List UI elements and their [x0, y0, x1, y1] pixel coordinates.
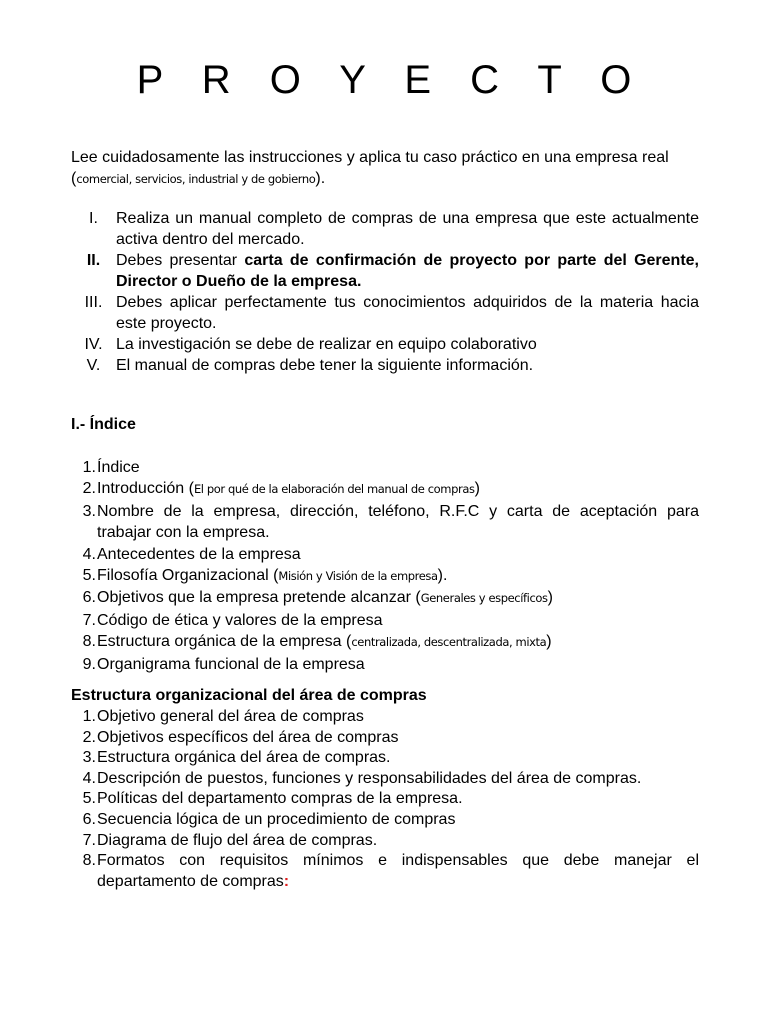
list-item-number: 5. — [82, 790, 96, 808]
instruction-text-bold: carta de confirmación de proyecto por parte del Gerente, Director o Dueño de la empresa. — [116, 252, 700, 290]
list-item-text: Código de ética y valores de la empresa — [97, 611, 383, 629]
list-item-text — [97, 478, 699, 500]
list-item-text: Políticas del departamento compras de la empresa. — [97, 790, 463, 808]
list-item-text — [97, 851, 699, 892]
list-item-number: 8. — [82, 852, 96, 870]
intro-text: Lee cuidadosamente las instrucciones y aplica tu caso práctico en una empresa real ( — [71, 149, 669, 187]
list-item — [71, 544, 699, 565]
list-item-text — [97, 565, 699, 587]
list-item-text: Descripción de puestos, funciones y responsabilidades del área de compras. — [97, 769, 642, 787]
list-item — [71, 587, 699, 609]
list-item-small-text: Generales y específicos — [420, 591, 548, 606]
list-item — [71, 748, 699, 769]
list-item — [71, 728, 699, 749]
list-item-text: Secuencia lógica de un procedimiento de compras — [97, 810, 456, 828]
list-item-number: 8. — [82, 633, 96, 651]
list-item — [71, 631, 699, 653]
list-item-main-text: Filosofía Organizacional ( — [97, 567, 279, 585]
list-item-number: 4. — [82, 769, 96, 787]
list-item — [71, 565, 699, 587]
list-item — [71, 610, 699, 631]
list-item-text: Índice — [97, 459, 140, 476]
list-item — [71, 501, 699, 544]
list-item-text — [97, 587, 699, 609]
list-item-end: ) — [547, 589, 553, 607]
instruction-number: V. — [86, 357, 101, 374]
instruction-item — [71, 292, 699, 334]
list-item-text: Objetivo general del área de compras — [97, 708, 364, 725]
instruction-text: El manual de compras debe tener la siguiente información. — [116, 357, 534, 374]
instruction-text: La investigación se debe de realizar en equipo colaborativo — [116, 336, 537, 353]
list-item-main-text: Introducción ( — [97, 480, 194, 498]
list-item-number: 9. — [82, 655, 96, 673]
instruction-text: Realiza un manual completo de compras de una empresa que este actualmente activa dentro del mercado. — [116, 210, 699, 248]
list-item-end: ) — [474, 480, 480, 498]
list-item-text: Objetivos específicos del área de compras — [97, 728, 399, 746]
list-item-text — [97, 631, 699, 653]
intro-end: ). — [315, 170, 326, 187]
section-heading-indice: I.- Índice — [71, 416, 136, 433]
list-item-end: ) — [546, 633, 552, 651]
list-item-main-text: Formatos con requisitos mínimos e indispensables que debe manejar el departamento de compras — [97, 852, 699, 890]
page-title: P R O Y E C T O — [136, 58, 646, 102]
list-item-text: Antecedentes de la empresa — [97, 545, 301, 563]
instruction-text — [116, 250, 699, 292]
list-item-small-text: El por qué de la elaboración del manual de compras — [193, 482, 475, 497]
intro-paragraph — [71, 147, 699, 190]
instruction-item — [71, 334, 699, 355]
instruction-number: IV. — [84, 336, 103, 353]
list-item — [71, 457, 699, 478]
instruction-number: II. — [86, 252, 101, 269]
list-item-text: Nombre de la empresa, dirección, teléfono, R.F.C y carta de aceptación para trabajar con la empresa. — [97, 502, 699, 542]
list-item-number: 4. — [82, 545, 96, 563]
list-item-colon: : — [283, 872, 290, 890]
list-item — [71, 478, 699, 500]
list-item-number: 7. — [82, 831, 96, 849]
estructura-list — [71, 707, 699, 892]
intro-small-text: comercial, servicios, industrial y de gobierno — [76, 172, 316, 186]
instruction-item — [71, 208, 699, 250]
list-item-number: 3. — [82, 502, 96, 520]
list-item — [71, 789, 699, 810]
list-item-number: 6. — [82, 589, 96, 607]
instruction-item — [71, 250, 699, 292]
list-item-number: 1. — [82, 459, 96, 476]
instruction-item — [71, 355, 699, 376]
list-item-main-text: Estructura orgánica de la empresa ( — [97, 633, 352, 651]
list-item-small-text: centralizada, descentralizada, mixta — [351, 635, 547, 650]
list-item — [71, 707, 699, 728]
list-item-end: ). — [437, 567, 448, 585]
list-item-number: 2. — [82, 480, 96, 498]
instructions-list — [71, 208, 699, 376]
list-item-number: 6. — [82, 810, 96, 828]
list-item-number: 7. — [82, 611, 96, 629]
instruction-number: III. — [84, 294, 103, 311]
list-item-number: 5. — [82, 567, 96, 585]
list-item — [71, 654, 699, 675]
list-item-main-text: Objetivos que la empresa pretende alcanzar ( — [97, 589, 421, 607]
list-item-text: Organigrama funcional de la empresa — [97, 655, 365, 673]
list-item-small-text: Misión y Visión de la empresa — [278, 569, 438, 584]
list-item-number: 1. — [82, 708, 96, 725]
list-item — [71, 831, 699, 852]
list-item — [71, 851, 699, 892]
instruction-text: Debes aplicar perfectamente tus conocimientos adquiridos de la materia hacia este proyecto. — [116, 294, 699, 332]
instruction-text-pre: Debes presentar — [116, 252, 245, 269]
instruction-number: I. — [89, 210, 98, 227]
list-item-text: Diagrama de flujo del área de compras. — [97, 831, 378, 849]
list-item-number: 2. — [82, 728, 96, 746]
indice-list — [71, 457, 699, 675]
section-heading-estructura: Estructura organizacional del área de compras — [71, 687, 427, 704]
list-item — [71, 769, 699, 790]
list-item-text: Estructura orgánica del área de compras. — [97, 749, 391, 767]
list-item-number: 3. — [82, 749, 96, 767]
list-item — [71, 810, 699, 831]
